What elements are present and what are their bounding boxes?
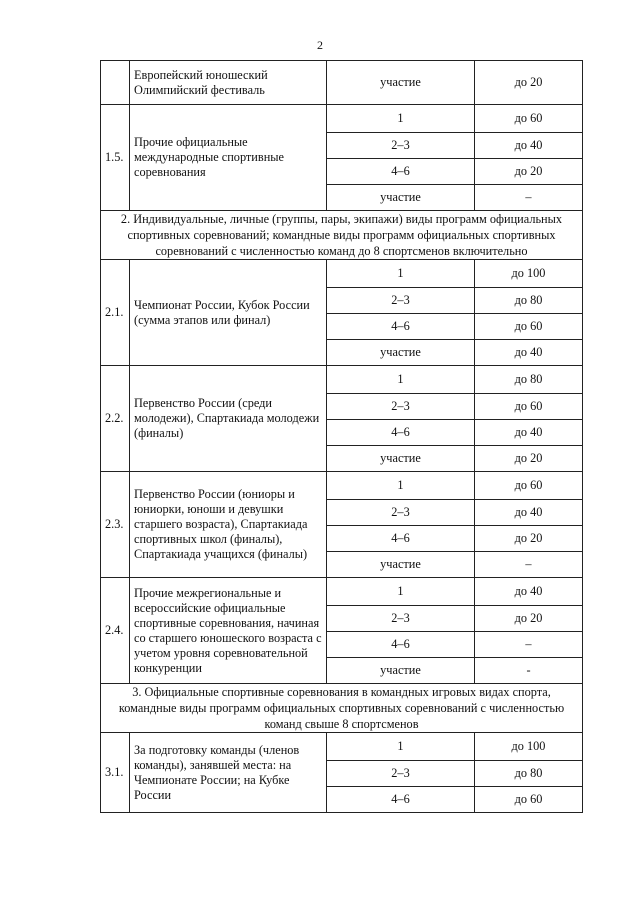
points-cell: до 80 xyxy=(475,761,583,787)
points-cell: до 40 xyxy=(475,340,583,366)
points-cell: до 60 xyxy=(475,394,583,420)
points-cell: до 60 xyxy=(475,105,583,133)
place-cell: 2–3 xyxy=(327,394,475,420)
row-number xyxy=(101,61,130,105)
place-cell: участие xyxy=(327,61,475,105)
competition-name: Первенство России (юниоры и юниорки, юноши и девушки старшего возраста), Спартакиада спортивных школ (финалы), Спартакиада учащихся (финалы) xyxy=(130,472,327,578)
points-cell: до 60 xyxy=(475,314,583,340)
place-cell: 2–3 xyxy=(327,133,475,159)
points-cell: до 20 xyxy=(475,61,583,105)
place-cell: участие xyxy=(327,446,475,472)
competition-name: Чемпионат России, Кубок России (сумма этапов или финал) xyxy=(130,260,327,366)
points-cell: до 60 xyxy=(475,472,583,500)
competition-name: Прочие межрегиональные и всероссийские официальные спортивные соревнования, начиная со старшего юношеского возраста с учетом уровня соревновательной конкуренции xyxy=(130,578,327,684)
place-cell: 1 xyxy=(327,733,475,761)
row-number: 2.3. xyxy=(101,472,130,578)
points-cell: до 80 xyxy=(475,288,583,314)
place-cell: 4–6 xyxy=(327,526,475,552)
points-cell: до 40 xyxy=(475,420,583,446)
place-cell: 1 xyxy=(327,472,475,500)
section-header-row xyxy=(101,211,583,260)
points-cell: до 100 xyxy=(475,733,583,761)
place-cell: участие xyxy=(327,185,475,211)
competition-name: Европейский юношеский Олимпийский фестиваль xyxy=(130,61,327,105)
points-cell: – xyxy=(475,552,583,578)
table-row xyxy=(101,733,583,761)
page-number: 2 xyxy=(317,38,323,52)
row-number: 1.5. xyxy=(101,105,130,211)
row-number: 3.1. xyxy=(101,733,130,813)
competition-name: Прочие официальные международные спортивные соревнования xyxy=(130,105,327,211)
competition-name: Первенство России (среди молодежи), Спартакиада молодежи (финалы) xyxy=(130,366,327,472)
row-number: 2.1. xyxy=(101,260,130,366)
place-cell: 4–6 xyxy=(327,632,475,658)
table-row xyxy=(101,578,583,606)
points-cell: – xyxy=(475,185,583,211)
place-cell: участие xyxy=(327,658,475,684)
place-cell: 4–6 xyxy=(327,314,475,340)
points-cell: до 20 xyxy=(475,159,583,185)
points-cell: до 60 xyxy=(475,787,583,813)
section-header-row xyxy=(101,684,583,733)
table-row xyxy=(101,366,583,394)
place-cell: 2–3 xyxy=(327,288,475,314)
points-cell: - xyxy=(475,658,583,684)
points-cell: – xyxy=(475,632,583,658)
row-number: 2.4. xyxy=(101,578,130,684)
row-number: 2.2. xyxy=(101,366,130,472)
points-cell: до 20 xyxy=(475,606,583,632)
place-cell: 4–6 xyxy=(327,787,475,813)
points-cell: до 100 xyxy=(475,260,583,288)
place-cell: 4–6 xyxy=(327,159,475,185)
place-cell: 2–3 xyxy=(327,606,475,632)
ranking-points-table xyxy=(100,60,583,813)
points-cell: до 40 xyxy=(475,578,583,606)
place-cell: 1 xyxy=(327,578,475,606)
table-row xyxy=(101,105,583,133)
place-cell: 1 xyxy=(327,366,475,394)
points-cell: до 20 xyxy=(475,526,583,552)
section-heading-3: 3. Официальные спортивные соревнования в командных игровых видах спорта, командные виды программ официальных спортивных соревнований с численностью команд свыше 8 спортсменов xyxy=(101,684,583,733)
points-cell: до 80 xyxy=(475,366,583,394)
place-cell: 1 xyxy=(327,260,475,288)
table-row xyxy=(101,472,583,500)
place-cell: 2–3 xyxy=(327,761,475,787)
competition-name: За подготовку команды (членов команды), занявшей места: на Чемпионате России; на Кубке России xyxy=(130,733,327,813)
table-row xyxy=(101,260,583,288)
place-cell: 4–6 xyxy=(327,420,475,446)
place-cell: 1 xyxy=(327,105,475,133)
points-cell: до 40 xyxy=(475,500,583,526)
points-cell: до 40 xyxy=(475,133,583,159)
place-cell: 2–3 xyxy=(327,500,475,526)
place-cell: участие xyxy=(327,552,475,578)
place-cell: участие xyxy=(327,340,475,366)
section-heading-2: 2. Индивидуальные, личные (группы, пары, экипажи) виды программ официальных спортивных соревнований; командные виды программ официальных спортивных соревнований с численностью команд до 8 спортсменов включительно xyxy=(101,211,583,260)
table-row xyxy=(101,61,583,105)
points-cell: до 20 xyxy=(475,446,583,472)
